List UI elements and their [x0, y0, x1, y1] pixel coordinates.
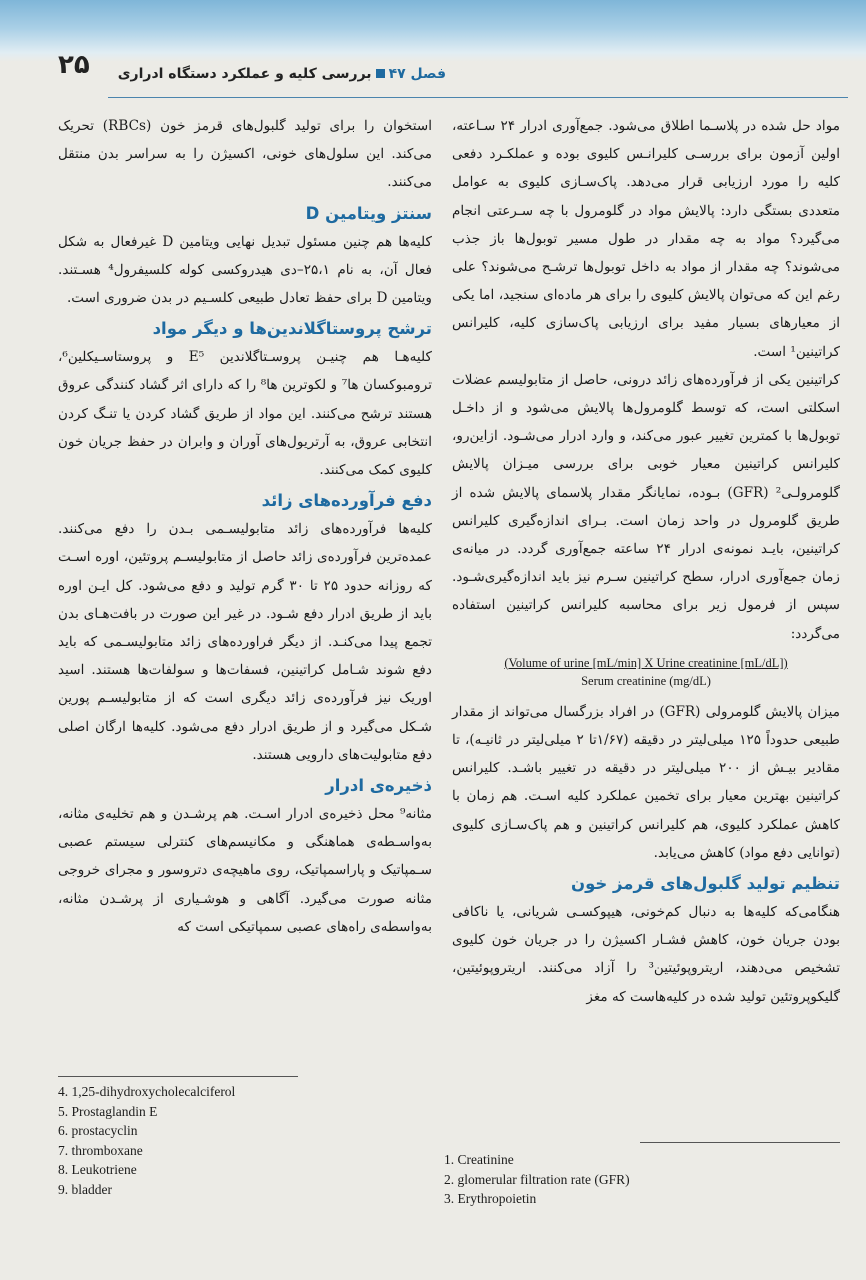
paragraph-urine-storage: مثانه⁹ محل ذخیره‌ی ادرار اسـت. هم پرشـدن و هم تخلیه‌ی مثانه، به‌واسـطه‌ی هماهنگی و مکانیسم‌های کنترلی سیستم عصبی سـمپاتیک و پاراسمپاتیک، روی ماهیچه‌ی دتروسور و مجرای خروجی مثانه صورت می‌گیرد. آگاهی و هوشـیاری از پرشـدن مثانه، به‌واسطه‌ی راه‌های عصبی سمپاتیکی است که	[58, 806, 432, 935]
footnote: 1. Creatinine	[444, 1152, 514, 1167]
right-column	[452, 112, 840, 1011]
heading-urine-storage: ذخیره‌ی ادرار	[325, 776, 432, 796]
footnote: 2. glomerular filtration rate (GFR)	[444, 1171, 630, 1187]
paragraph-creatinine: کراتینین یکی از فرآورده‌های زائد درونی، حاصل از متابولیسم عضلات اسکلتی است، که توسط گلومرول‌ها پالایش می‌شود و از داخـل توبول‌ها با کمترین تغییر عبور می‌کند، و وارد ادرار می‌شـود. ازاین‌رو، کلیرانس کراتینین معیار خوبی برای بررسی میـزان پالایش گلومرولـی² (GFR) بـوده، نمایانگر مقدار پلاسمای پالایش شده از طریق گلومرول در واحد زمان است. بـرای اندازه‌گیری کلیرانس کراتینین، بایـد نمونه‌ی ادرار ۲۴ ساعته جمع‌آوری گردد. در میانه‌ی زمان جمع‌آوری ادرار، سطح کراتینین سـرم نیز باید اندازه‌گیری‌شـود. سپس از فرمول زیر برای محاسبه کلیرانس کراتینین استفاده می‌گردد:	[452, 371, 840, 642]
paragraph-vitamin-d: کلیه‌ها هم چنین مسئول تبدیل نهایی ویتامین D غیرفعال به شکل فعال آن، به نام ۲۵،۱–دی هیدروکسی کوله کلسیفرول⁴ هسـتند. ویتامین D برای حفظ تعادل طبیعی کلسـیم در بدن ضروری است.	[58, 233, 432, 307]
heading-rbc-production: تنظیم تولید گلبول‌های قرمز خون	[570, 874, 840, 894]
heading-vitamin-d: سنتز ویتامین D	[305, 203, 432, 223]
footnotes-right	[444, 1150, 630, 1209]
paragraph-prostaglandins: کلیه‌هـا هم چنیـن پروسـتاگلاندین E⁵ و پروستاسـیکلین⁶، ترومبوکسان ها⁷ و لکوترین ها⁸ را که دارای اثر گشاد کنندگی عروق هستند ترشح می‌کنند. این مواد از طریق گشاد کردن یا تنـگ کردن انتخابی عروق، به آرتریول‌های آوران و وابران در حفظ جریان خون کلیوی کمک می‌کنند.	[58, 349, 432, 479]
footnote-divider-left	[58, 1076, 298, 1077]
running-header	[118, 66, 446, 82]
formula-denominator: Serum creatinine (mg/dL)	[581, 673, 711, 688]
footnote: 8. Leukotriene	[58, 1162, 137, 1177]
chapter-marker-square	[376, 69, 385, 78]
paragraph-rbc-continued: استخوان را برای تولید گلبول‌های قرمز خون (RBCs) تحریک می‌کند. این سلول‌های خونی، اکسیژن را به سراسر بدن منتقل می‌کنند.	[58, 118, 432, 191]
paragraph-clearance-intro: مواد حل شده در پلاسـما اطلاق می‌شود. جمع‌آوری ادرار ۲۴ سـاعته، اولین آزمون برای بررسـی کلیرانـس کلیوی بوده و عملکـرد دفعی کلیه را مورد ارزیابی قرار می‌دهد. پاک‌سـازی کلیوی به عوامل متعددی بستگی دارد: پالایش مواد در گلومرول با چه سـرعتی انجام می‌گیرد؟ مواد به چه مقدار در طول مسیر توبول‌ها باز جذب می‌شوند؟ چه مقدار از مواد به داخل توبول‌ها ترشـح می‌شوند؟ علی رغم این که می‌توان پالایش کلیوی را برای هر ماده‌ای سنجید، اما یکی از معیارهای بسیار مفید برای ارزیابی پاک‌سازی کلیه، کلیرانس کراتینین¹ است.	[452, 118, 840, 360]
chapter-title: بررسی کلیه و عملکرد دستگاه ادراری	[117, 66, 372, 82]
footnote: 5. Prostaglandin E	[58, 1103, 158, 1119]
paragraph-erythropoietin: هنگامی‌که کلیه‌ها به دنبال کم‌خونی، هیپوکسـی شریانی، یا ناکافی بودن جریان خون، کاهش فشـار اکسیژن را در جریان خون کلیوی تشخیص می‌دهند، اریتروپوئیتین³ را آزاد می‌کنند. اریتروپوئیتین، گلیکوپروتئین تولید شده در کلیه‌هاست که مغز	[452, 904, 840, 1005]
paragraph-waste-excretion: کلیه‌ها فرآورده‌های زائد متابولیسـمی بـدن را دفع می‌کنند. عمده‌ترین فرآورده‌ی زائد حاصل از متابولیسـم پروتئین، اوره اسـت که روزانه حدود ۲۵ تا ۳۰ گرم تولید و دفع می‌شود. کل ایـن اوره باید از طریق ادرار دفع شـود. در غیر این صورت در بافت‌هـای بدن تجمع پیدا می‌کنـد. از دیگر فراورده‌های زائد متابولیسـمی که باید دفع شوند شـامل کراتینین، فسفات‌ها و سولفات‌ها هستند. اسید اوریک نیز فرآورده‌ی زائد دیگری است که از متابولیسـم پورین شـکل می‌گیرد و از طریق ادرار دفع می‌شود. کلیه‌ها ارگان اصلی دفع متابولیت‌های دارویی هستند.	[58, 521, 433, 763]
footnote: 3. Erythropoietin	[444, 1191, 537, 1206]
paragraph-gfr: میزان پالایش گلومرولی (GFR) در افراد بزرگسال می‌تواند از مقدار طبیعی حدوداً ۱۲۵ میلی‌لیتر در دقیقه (۱/۶۷تا ۲ میلی‌لیتر در ثانیـه)، تا مقادیر بیـش از ۲۰۰ میلی‌لیتر در دقیقه در تغییر باشـد. کلیرانس کراتینین بهترین معیار برای تخمین عملکرد کلیه اسـت. هم زمان با کاهش عملکرد کلیوی، هم کلیرانس کراتینین و هم پاک‌سـازی کلیوی (توانایی دفع مواد) کاهش می‌یابد.	[452, 703, 840, 861]
footnote: 6. prostacyclin	[58, 1123, 138, 1138]
footnote: 9. bladder	[58, 1181, 112, 1197]
chapter-label: فصل ۴۷	[388, 66, 446, 82]
left-column	[58, 112, 432, 941]
header-band	[0, 0, 866, 62]
formula-numerator: (Volume of urine [mL/min] X Urine creatinine [mL/dL])	[504, 655, 788, 670]
footnote-divider-right	[640, 1142, 840, 1143]
heading-prostaglandins: ترشح پروستاگلاندین‌ها و دیگر مواد	[152, 319, 432, 339]
header-divider	[108, 97, 848, 98]
footnote: 7. thromboxane	[58, 1142, 143, 1158]
creatinine-clearance-formula	[452, 654, 840, 690]
footnotes-left	[58, 1082, 235, 1199]
footnote: 4. 1,25-dihydroxycholecalciferol	[58, 1084, 236, 1099]
page-number: ۲۵	[58, 50, 90, 80]
heading-waste-excretion: دفع فرآورده‌های زائد	[261, 491, 432, 511]
